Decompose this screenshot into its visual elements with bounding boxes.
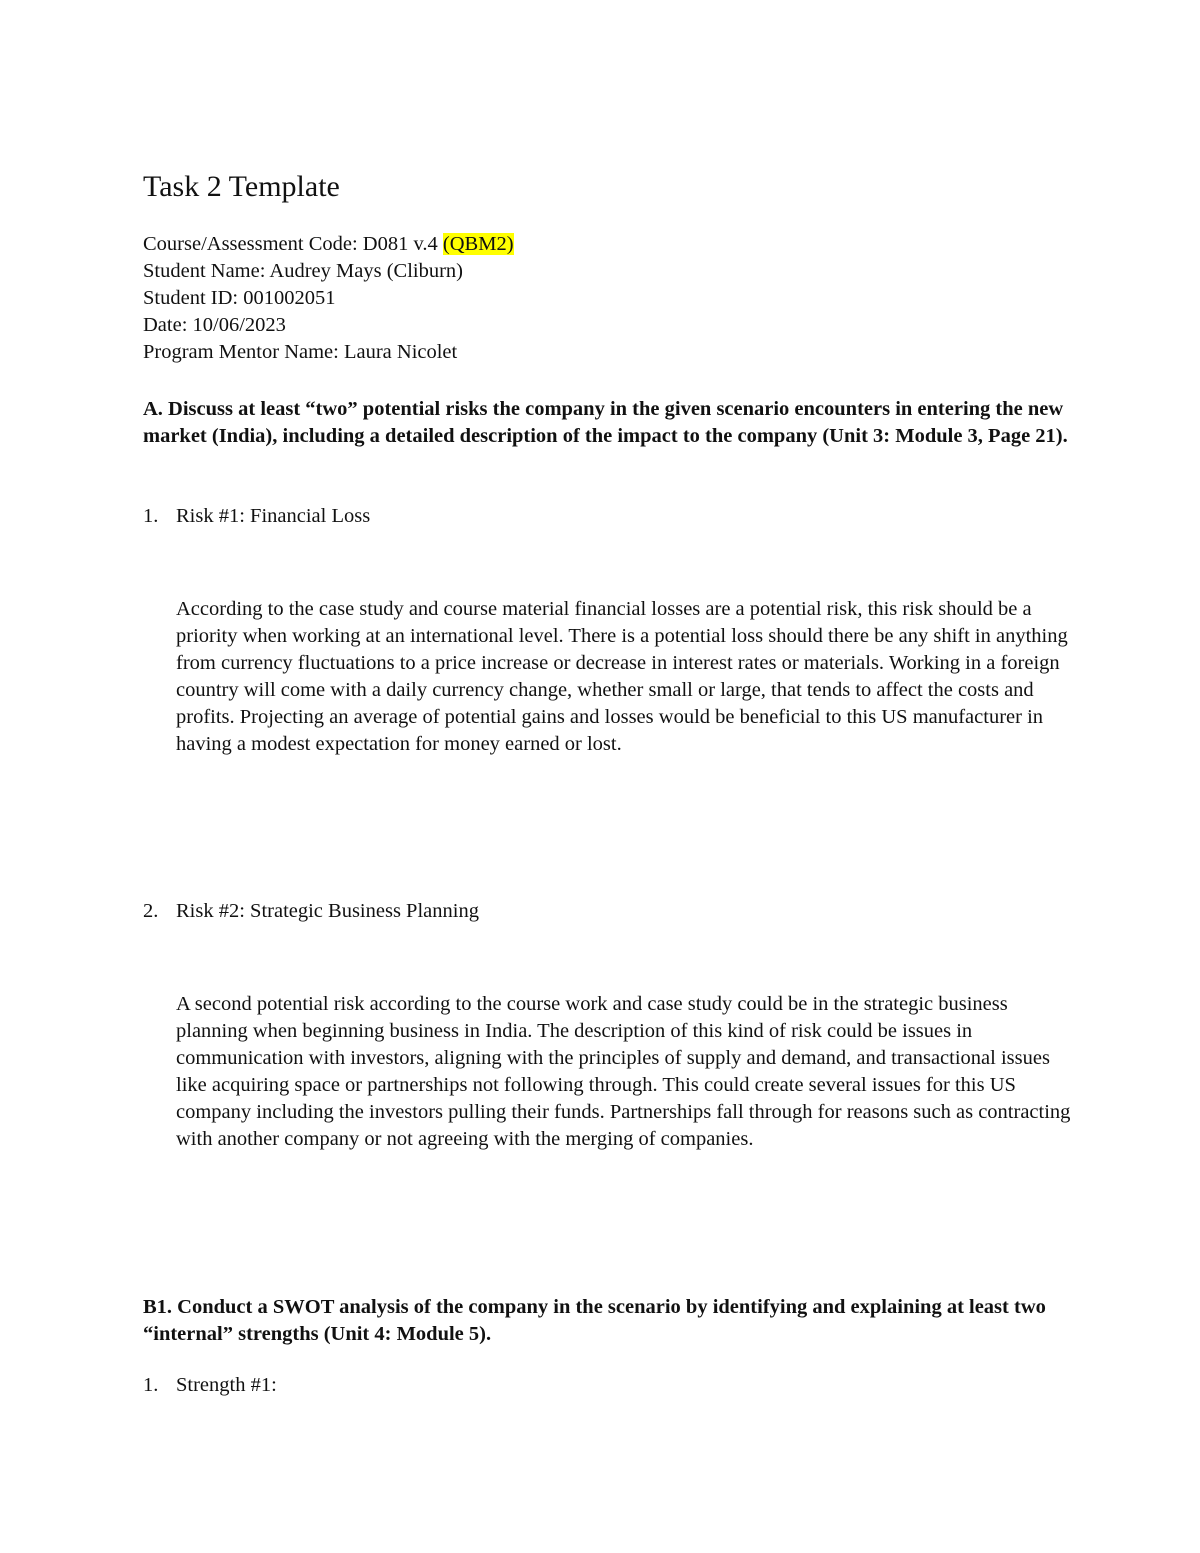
strength-1-label: Strength #1: [176,1374,277,1396]
risk-1-answer: According to the case study and course material financial losses are a potential risk, this risk should be a priority when working at an international level. There is a potential loss should there be any shift in anything from currency fluctuations to a price increase or decrease in interest rates or materials. Working in a foreign country will come with a daily currency change, whether small or large, that tends to affect the costs and profits. Projecting an average of potential gains and losses would be beneficial to this US manufacturer in having a modest expectation for money earned or lost. [176,598,1068,755]
course-code-line [143,231,514,258]
risk-2-answer: A second potential risk according to the course work and case study could be in the strategic business planning when beginning business in India. The description of this kind of risk could be issues in communication with investors, aligning with the principles of supply and demand, and transactional issues like acquiring space or partnerships not following through. This could create several issues for this US company including the investors pulling their funds. Partnerships fall through for reasons such as contracting with another company or not agreeing with the merging of companies. [176,993,1071,1150]
submission-date: Date: 10/06/2023 [143,314,286,336]
student-id: Student ID: 001002051 [143,287,336,309]
mentor-name: Program Mentor Name: Laura Nicolet [143,341,458,363]
document-title: Task 2 Template [143,170,340,203]
risk-1-label: Risk #1: Financial Loss [176,505,371,527]
risk-2-heading [143,898,479,925]
risk-1-heading [143,503,370,530]
risk-2-label: Risk #2: Strategic Business Planning [176,900,479,922]
section-b1-question: B1. Conduct a SWOT analysis of the company in the scenario by identifying and explaining at least two “internal” strengths (Unit 4: Module 5). [143,1296,1046,1345]
section-a-question: A. Discuss at least “two” potential risks the company in the given scenario encounters in entering the new market (India), including a detailed description of the impact to the company (Unit 3: Module 3, Page 21). [143,398,1068,447]
course-code-highlight: (QBM2) [442,233,514,255]
document-header-info [143,231,514,366]
course-code-text: Course/Assessment Code: D081 v.4 [143,233,443,255]
list-number: 2. [143,900,159,922]
strength-1-heading [143,1372,277,1399]
list-number: 1. [143,1374,159,1396]
list-number: 1. [143,505,159,527]
student-name: Student Name: Audrey Mays (Cliburn) [143,260,463,282]
